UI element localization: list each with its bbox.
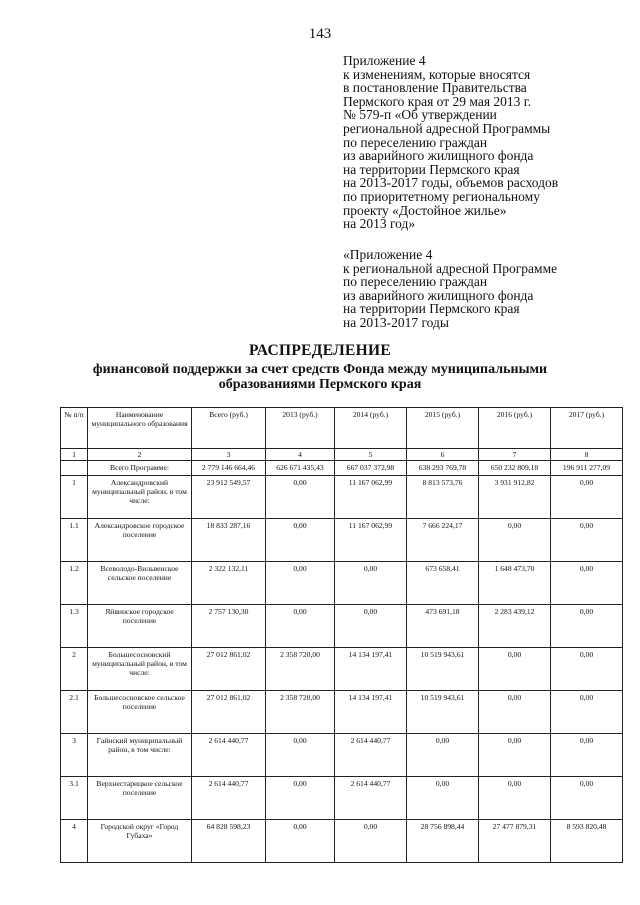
annex-header-line: региональной адресной Программы (343, 120, 551, 136)
column-number-cell: 8 (551, 449, 623, 461)
column-number-cell: 1 (61, 449, 88, 461)
subtitle-line: образованиями Пермского края (218, 376, 422, 392)
municipality-name-cell: Большесосновский муниципальный район, в том числе: (88, 648, 192, 691)
amount-cell: 0,00 (551, 605, 623, 648)
amount-cell: 0,00 (335, 820, 407, 863)
row-number-cell: 1.2 (61, 562, 88, 605)
table-row (61, 691, 623, 734)
row-number-cell: 1.1 (61, 519, 88, 562)
amount-cell: 64 828 598,23 (192, 820, 266, 863)
row-number-cell: 1.3 (61, 605, 88, 648)
amount-cell: 11 167 062,99 (335, 476, 407, 519)
amount-cell: 28 756 898,44 (407, 820, 479, 863)
column-number-cell: 7 (479, 449, 551, 461)
table-row (61, 605, 623, 648)
amount-cell: 0,00 (335, 605, 407, 648)
amount-cell: 7 666 224,17 (407, 519, 479, 562)
amount-cell: 0,00 (266, 605, 335, 648)
annex-header (343, 54, 633, 231)
municipality-name-cell: Городской округ «Город Губаха» (88, 820, 192, 863)
annex-header-line: проекту «Достойное жилье» (343, 202, 507, 218)
amount-cell: 0,00 (551, 562, 623, 605)
column-header: 2014 (руб.) (335, 408, 407, 449)
amount-cell: 2 614 440,77 (192, 734, 266, 777)
document-subtitle (0, 363, 640, 392)
amount-cell: 638 293 769,78 (407, 461, 479, 476)
amount-cell: 8 813 573,76 (407, 476, 479, 519)
annex-subheader-line: из аварийного жилищного фонда (343, 287, 534, 303)
municipality-name-cell: Александровское городское поселение (88, 519, 192, 562)
amount-cell: 2 322 132,11 (192, 562, 266, 605)
amount-cell: 2 358 720,00 (266, 691, 335, 734)
annex-subheader (343, 248, 633, 330)
amount-cell: 0,00 (551, 777, 623, 820)
amount-cell: 196 911 277,09 (551, 461, 623, 476)
row-number-cell: 4 (61, 820, 88, 863)
annex-subheader-line: на 2013-2017 годы (343, 314, 449, 330)
amount-cell: 10 519 943,61 (407, 648, 479, 691)
amount-cell: 0,00 (266, 476, 335, 519)
column-number-cell: 6 (407, 449, 479, 461)
amount-cell: 14 134 197,41 (335, 691, 407, 734)
annex-header-line: по приоритетному региональному (343, 188, 540, 204)
amount-cell: 3 931 912,82 (479, 476, 551, 519)
amount-cell: 473 691,18 (407, 605, 479, 648)
amount-cell: 2 283 439,12 (479, 605, 551, 648)
row-number-cell (61, 461, 88, 476)
amount-cell: 0,00 (551, 476, 623, 519)
table-row (61, 562, 623, 605)
column-number-cell: 5 (335, 449, 407, 461)
amount-cell: 0,00 (266, 562, 335, 605)
amount-cell: 667 037 372,98 (335, 461, 407, 476)
subtitle-line: финансовой поддержки за счет средств Фонда между муниципальными (92, 362, 548, 377)
amount-cell: 0,00 (551, 519, 623, 562)
amount-cell: 27 012 861,02 (192, 648, 266, 691)
municipality-name-cell: Большесосновское сельское поселение (88, 691, 192, 734)
annex-header-line: на 2013 год» (343, 216, 416, 232)
amount-cell: 626 671 435,43 (266, 461, 335, 476)
annex-subheader-line: к региональной адресной Программе (343, 260, 558, 276)
row-number-cell: 1 (61, 476, 88, 519)
amount-cell: 0,00 (266, 734, 335, 777)
annex-subheader-line: на территории Пермского края (343, 301, 520, 317)
amount-cell: 0,00 (479, 648, 551, 691)
annex-header-line: в постановление Правительства (343, 80, 527, 96)
annex-header-line: из аварийного жилищного фонда (343, 148, 534, 164)
amount-cell: 0,00 (479, 519, 551, 562)
municipality-name-cell: Гайнский муниципальный район, в том числе: (88, 734, 192, 777)
table-row (61, 820, 623, 863)
annex-header-line: по переселению граждан (343, 134, 488, 150)
amount-cell: 0,00 (407, 777, 479, 820)
annex-header-line: на 2013-2017 годы, объемов расходов (343, 175, 559, 191)
annex-subheader-line: по переселению граждан (343, 274, 488, 290)
amount-cell: 650 232 809,18 (479, 461, 551, 476)
amount-cell: 2 779 146 664,46 (192, 461, 266, 476)
amount-cell: 23 912 549,57 (192, 476, 266, 519)
annex-header-line: № 579-п «Об утверждении (343, 107, 497, 123)
table-header-row (61, 408, 623, 449)
row-number-cell: 3.1 (61, 777, 88, 820)
amount-cell: 0,00 (479, 734, 551, 777)
amount-cell: 0,00 (407, 734, 479, 777)
amount-cell: 0,00 (551, 648, 623, 691)
column-number-cell: 4 (266, 449, 335, 461)
annex-header-line: к изменениям, которые вносятся (343, 66, 531, 82)
column-header: Наименование муниципального образования (88, 408, 192, 449)
column-header: Всего (руб.) (192, 408, 266, 449)
column-number-cell: 2 (88, 449, 192, 461)
amount-cell: 0,00 (266, 519, 335, 562)
column-header: 2015 (руб.) (407, 408, 479, 449)
amount-cell: 14 134 197,41 (335, 648, 407, 691)
amount-cell: 27 012 861,02 (192, 691, 266, 734)
column-header: 2017 (руб.) (551, 408, 623, 449)
row-number-cell: 3 (61, 734, 88, 777)
amount-cell: 2 614 440,77 (335, 734, 407, 777)
municipality-name-cell: Всеволодо-Вильвенское сельское поселение (88, 562, 192, 605)
amount-cell: 2 358 720,00 (266, 648, 335, 691)
amount-cell: 0,00 (335, 562, 407, 605)
column-header: 2013 (руб.) (266, 408, 335, 449)
amount-cell: 2 614 440,77 (335, 777, 407, 820)
table-row (61, 734, 623, 777)
amount-cell: 27 477 879,31 (479, 820, 551, 863)
page-number: 143 (308, 26, 332, 42)
municipality-name-cell: Александровский муниципальный район, в том числе: (88, 476, 192, 519)
amount-cell: 0,00 (479, 691, 551, 734)
amount-cell: 2 614 440,77 (192, 777, 266, 820)
municipality-name-cell: Верхнестарицкое сельское поселение (88, 777, 192, 820)
amount-cell: 0,00 (551, 734, 623, 777)
amount-cell: 10 519 943,61 (407, 691, 479, 734)
amount-cell: 8 593 820,48 (551, 820, 623, 863)
amount-cell: 0,00 (266, 820, 335, 863)
column-number-row (61, 449, 623, 461)
annex-header-line: Приложение 4 (343, 53, 426, 68)
amount-cell: 0,00 (479, 777, 551, 820)
annex-header-line: на территории Пермского края (343, 161, 520, 177)
row-number-cell: 2.1 (61, 691, 88, 734)
municipality-name-cell: Яйвинское городское поселение (88, 605, 192, 648)
amount-cell: 11 167 062,99 (335, 519, 407, 562)
table-row (61, 519, 623, 562)
table-row (61, 777, 623, 820)
annex-header-line: Пермского края от 29 мая 2013 г. (343, 93, 532, 109)
row-number-cell: 2 (61, 648, 88, 691)
table-row (61, 648, 623, 691)
amount-cell: 18 833 287,16 (192, 519, 266, 562)
amount-cell: 2 757 130,30 (192, 605, 266, 648)
document-title: РАСПРЕДЕЛЕНИЕ (249, 342, 391, 359)
municipality-name-cell: Всего Программе: (88, 461, 192, 476)
amount-cell: 0,00 (551, 691, 623, 734)
column-number-cell: 3 (192, 449, 266, 461)
distribution-table (60, 407, 623, 863)
total-row (61, 461, 623, 476)
amount-cell: 0,00 (266, 777, 335, 820)
annex-subheader-line: «Приложение 4 (343, 247, 433, 262)
table-row (61, 476, 623, 519)
amount-cell: 673 658,41 (407, 562, 479, 605)
column-header: № п/п (61, 408, 88, 449)
amount-cell: 1 648 473,70 (479, 562, 551, 605)
column-header: 2016 (руб.) (479, 408, 551, 449)
